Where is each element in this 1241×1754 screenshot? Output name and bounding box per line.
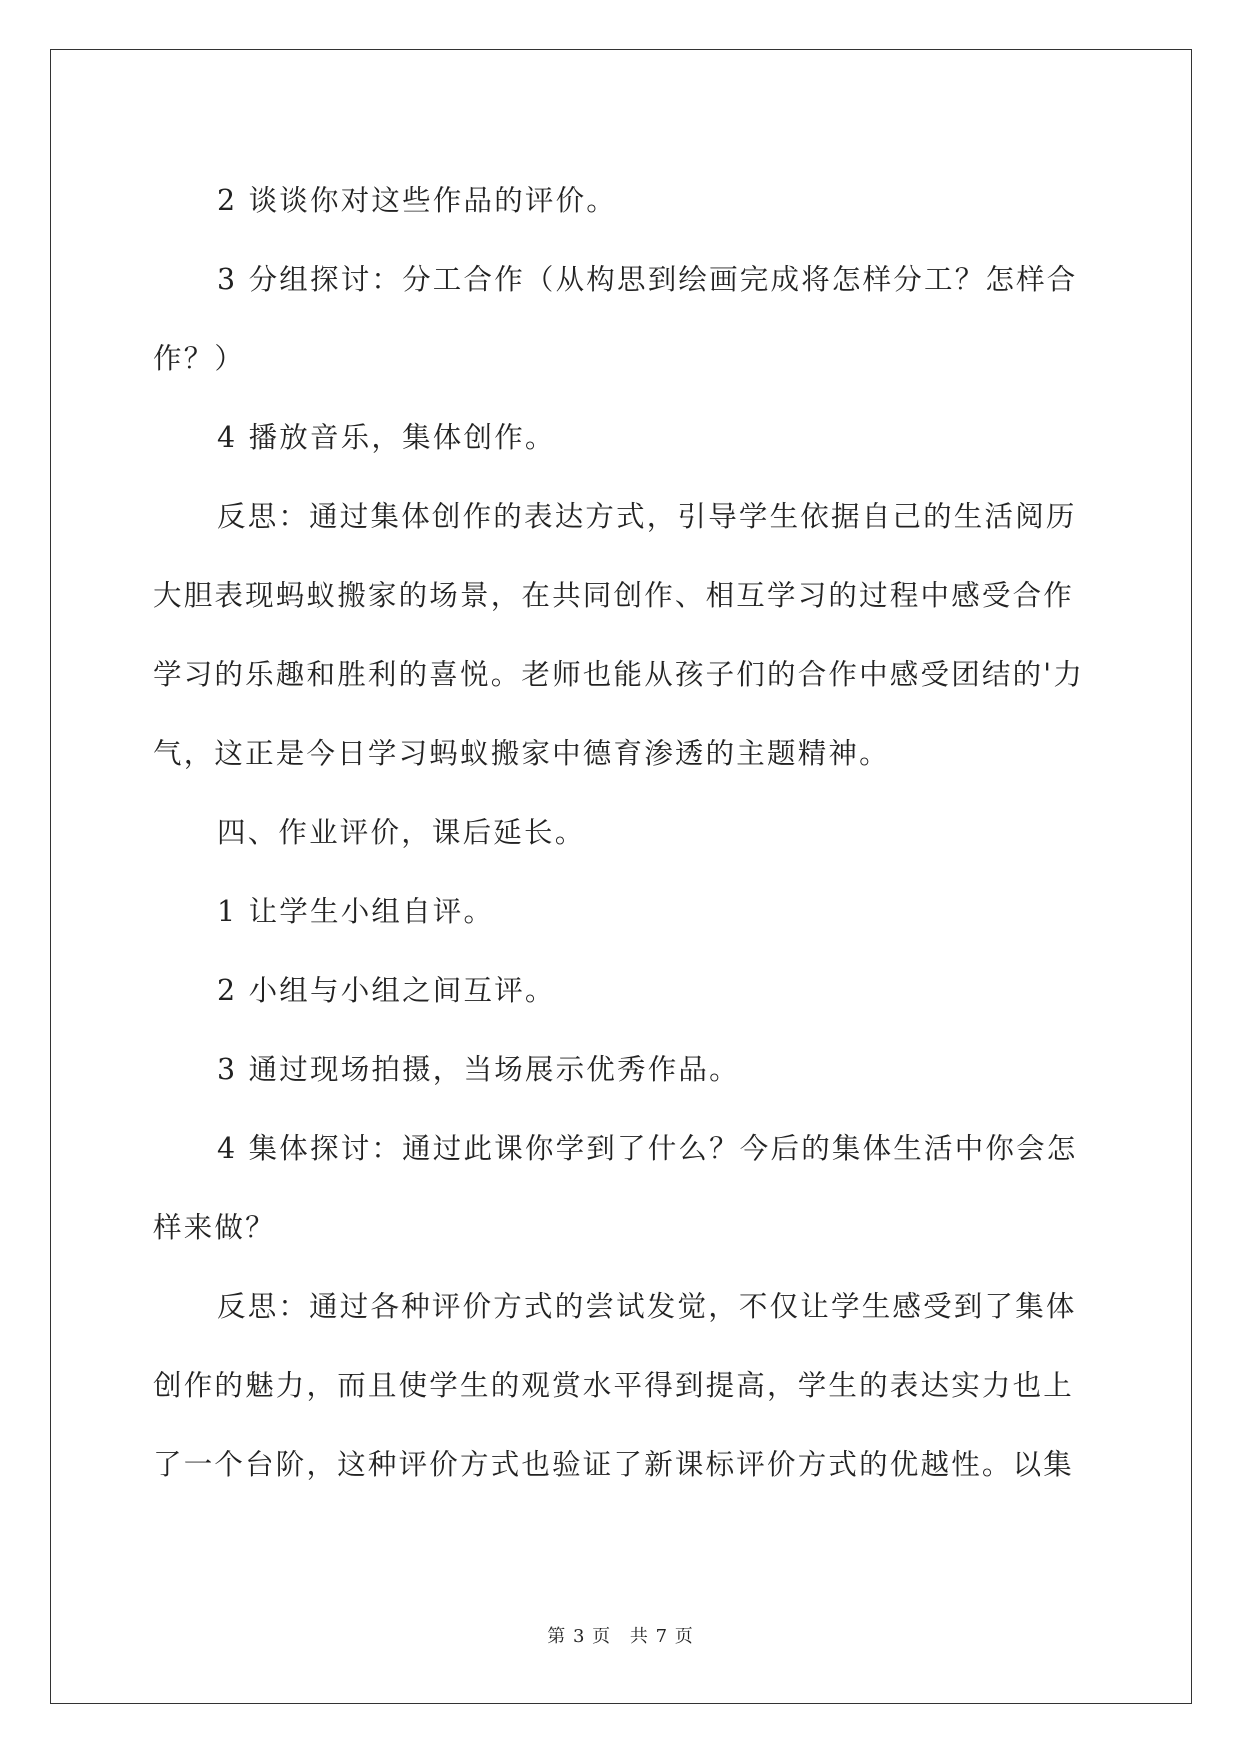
text-line: 样来做？ <box>153 1211 276 1244</box>
text-line: 4 集体探讨：通过此课你学到了什么？今后的集体生活中你会怎 <box>217 1132 1078 1165</box>
text-line: 反思：通过各种评价方式的尝试发觉，不仅让学生感受到了集体 <box>217 1290 1077 1323</box>
text-line: 2 小组与小组之间互评。 <box>217 974 556 1007</box>
text-line: 四、作业评价，课后延长。 <box>217 816 586 849</box>
document-body <box>153 161 1091 1504</box>
text-line: 创作的魅力，而且使学生的观赏水平得到提高，学生的表达实力也上 <box>153 1369 1075 1402</box>
text-line: 1 让学生小组自评。 <box>217 895 495 928</box>
page-total: 共 7 页 <box>629 1626 694 1647</box>
text-line: 大胆表现蚂蚁搬家的场景，在共同创作、相互学习的过程中感受合作 <box>153 579 1075 612</box>
text-line: 反思：通过集体创作的表达方式，引导学生依据自己的生活阅历 <box>217 500 1077 533</box>
text-line: 4 播放音乐，集体创作。 <box>217 421 556 454</box>
page-footer <box>0 1622 1241 1648</box>
text-line: 作？） <box>153 342 246 375</box>
text-line: 2 谈谈你对这些作品的评价。 <box>217 184 617 217</box>
page-number: 第 3 页 <box>547 1626 612 1647</box>
text-line: 学习的乐趣和胜利的喜悦。老师也能从孩子们的合作中感受团结的'力 <box>153 658 1085 691</box>
text-line: 了一个台阶，这种评价方式也验证了新课标评价方式的优越性。以集 <box>153 1448 1075 1481</box>
text-line: 气，这正是今日学习蚂蚁搬家中德育渗透的主题精神。 <box>153 737 890 770</box>
text-line: 3 通过现场拍摄，当场展示优秀作品。 <box>217 1053 740 1086</box>
text-line: 3 分组探讨：分工合作（从构思到绘画完成将怎样分工？怎样合 <box>217 263 1078 296</box>
